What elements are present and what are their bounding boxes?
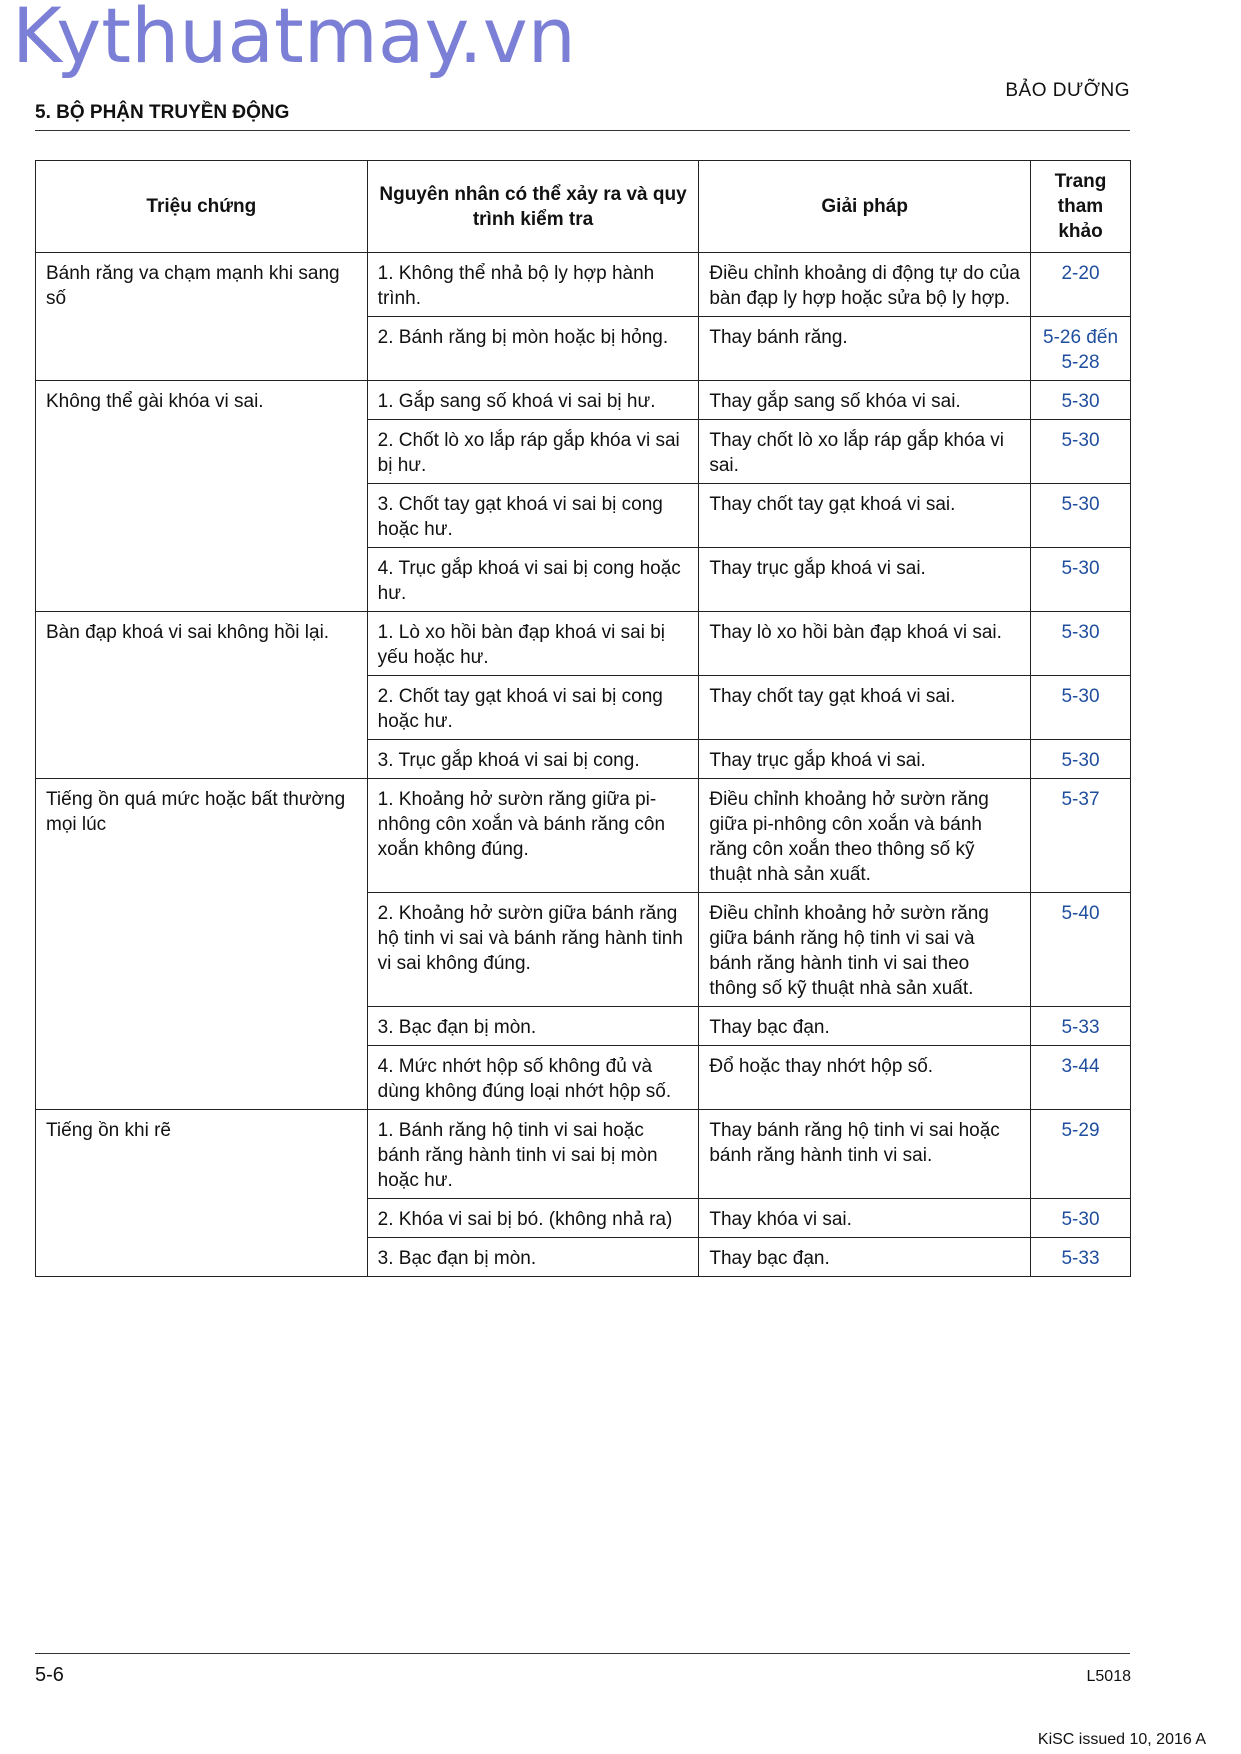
reference-link[interactable]: 5-40 (1031, 893, 1131, 1007)
reference-link[interactable]: 3-44 (1031, 1046, 1131, 1110)
cause-cell: 1. Không thể nhả bộ ly hợp hành trình. (367, 253, 699, 317)
cause-cell: 3. Bạc đạn bị mòn. (367, 1007, 699, 1046)
cause-cell: 2. Chốt lò xo lắp ráp gắp khóa vi sai bị hư. (367, 420, 699, 484)
solution-cell: Đổ hoặc thay nhớt hộp số. (699, 1046, 1031, 1110)
troubleshooting-table (35, 160, 1131, 1277)
cause-cell: 1. Lò xo hồi bàn đạp khoá vi sai bị yếu hoặc hư. (367, 612, 699, 676)
section-title: 5. BỘ PHẬN TRUYỀN ĐỘNG (35, 102, 290, 123)
column-header-solution: Giải pháp (699, 161, 1031, 253)
symptom-cell: Tiếng ồn quá mức hoặc bất thường mọi lúc (36, 779, 368, 1110)
solution-cell: Thay lò xo hồi bàn đạp khoá vi sai. (699, 612, 1031, 676)
footer-divider (35, 1653, 1130, 1654)
solution-cell: Thay bánh răng hộ tinh vi sai hoặc bánh răng hành tinh vi sai. (699, 1110, 1031, 1199)
page-number: 5-6 (35, 1664, 64, 1686)
solution-cell: Thay trục gắp khoá vi sai. (699, 548, 1031, 612)
cause-cell: 4. Mức nhớt hộp số không đủ và dùng không đúng loại nhớt hộp số. (367, 1046, 699, 1110)
cause-cell: 2. Khóa vi sai bị bó. (không nhả ra) (367, 1199, 699, 1238)
table-header-row (36, 161, 1131, 253)
solution-cell: Thay khóa vi sai. (699, 1199, 1031, 1238)
cause-cell: 3. Bạc đạn bị mòn. (367, 1238, 699, 1277)
symptom-cell: Bánh răng va chạm mạnh khi sang số (36, 253, 368, 381)
reference-link[interactable]: 5-29 (1031, 1110, 1131, 1199)
header-divider (35, 130, 1130, 131)
cause-cell: 2. Khoảng hở sườn giữa bánh răng hộ tinh vi sai và bánh răng hành tinh vi sai không đúng. (367, 893, 699, 1007)
issue-label: KiSC issued 10, 2016 A (1037, 1731, 1206, 1748)
table-row (36, 1110, 1131, 1199)
reference-link[interactable]: 2-20 (1031, 253, 1131, 317)
column-header-symptom: Triệu chứng (36, 161, 368, 253)
solution-cell: Thay trục gắp khoá vi sai. (699, 740, 1031, 779)
reference-link[interactable]: 5-30 (1031, 676, 1131, 740)
table-row (36, 612, 1131, 676)
solution-cell: Điều chỉnh khoảng hở sườn răng giữa pi-nhông côn xoắn và bánh răng côn xoắn theo thông số kỹ thuật nhà sản xuất. (699, 779, 1031, 893)
reference-link[interactable]: 5-30 (1031, 484, 1131, 548)
cause-cell: 4. Trục gắp khoá vi sai bị cong hoặc hư. (367, 548, 699, 612)
column-header-reference: Trang tham khảo (1031, 161, 1131, 253)
solution-cell: Thay bạc đạn. (699, 1238, 1031, 1277)
solution-cell: Thay bánh răng. (699, 317, 1031, 381)
solution-cell: Điều chỉnh khoảng hở sườn răng giữa bánh răng hộ tinh vi sai và bánh răng hành tinh vi sai theo thông số kỹ thuật nhà sản xuất. (699, 893, 1031, 1007)
reference-link[interactable]: 5-30 (1031, 1199, 1131, 1238)
symptom-cell: Tiếng ồn khi rẽ (36, 1110, 368, 1277)
reference-link[interactable]: 5-30 (1031, 381, 1131, 420)
solution-cell: Thay bạc đạn. (699, 1007, 1031, 1046)
table-row (36, 253, 1131, 317)
column-header-cause: Nguyên nhân có thể xảy ra và quy trình kiểm tra (367, 161, 699, 253)
reference-link[interactable]: 5-33 (1031, 1007, 1131, 1046)
solution-cell: Thay chốt tay gạt khoá vi sai. (699, 676, 1031, 740)
reference-link[interactable]: 5-33 (1031, 1238, 1131, 1277)
cause-cell: 2. Chốt tay gạt khoá vi sai bị cong hoặc hư. (367, 676, 699, 740)
watermark-logo: Kythuatmay.vn (12, 0, 576, 80)
solution-cell: Thay chốt lò xo lắp ráp gắp khóa vi sai. (699, 420, 1031, 484)
cause-cell: 1. Khoảng hở sườn răng giữa pi-nhông côn xoắn và bánh răng côn xoắn không đúng. (367, 779, 699, 893)
reference-link[interactable]: 5-30 (1031, 612, 1131, 676)
table-row (36, 381, 1131, 420)
table-body (36, 253, 1131, 1277)
cause-cell: 1. Bánh răng hộ tinh vi sai hoặc bánh răng hành tinh vi sai bị mòn hoặc hư. (367, 1110, 699, 1199)
symptom-cell: Bàn đạp khoá vi sai không hồi lại. (36, 612, 368, 779)
cause-cell: 3. Chốt tay gạt khoá vi sai bị cong hoặc hư. (367, 484, 699, 548)
reference-link[interactable]: 5-30 (1031, 420, 1131, 484)
reference-link[interactable]: 5-30 (1031, 740, 1131, 779)
model-code: L5018 (1086, 1668, 1131, 1685)
table-row (36, 779, 1131, 893)
symptom-cell: Không thể gài khóa vi sai. (36, 381, 368, 612)
reference-link[interactable]: 5-30 (1031, 548, 1131, 612)
chapter-label: BẢO DƯỠNG (1005, 80, 1130, 101)
cause-cell: 1. Gắp sang số khoá vi sai bị hư. (367, 381, 699, 420)
solution-cell: Điều chỉnh khoảng di động tự do của bàn đạp ly hợp hoặc sửa bộ ly hợp. (699, 253, 1031, 317)
cause-cell: 3. Trục gắp khoá vi sai bị cong. (367, 740, 699, 779)
solution-cell: Thay gắp sang số khóa vi sai. (699, 381, 1031, 420)
reference-link[interactable]: 5-26 đến 5-28 (1031, 317, 1131, 381)
cause-cell: 2. Bánh răng bị mòn hoặc bị hỏng. (367, 317, 699, 381)
solution-cell: Thay chốt tay gạt khoá vi sai. (699, 484, 1031, 548)
reference-link[interactable]: 5-37 (1031, 779, 1131, 893)
